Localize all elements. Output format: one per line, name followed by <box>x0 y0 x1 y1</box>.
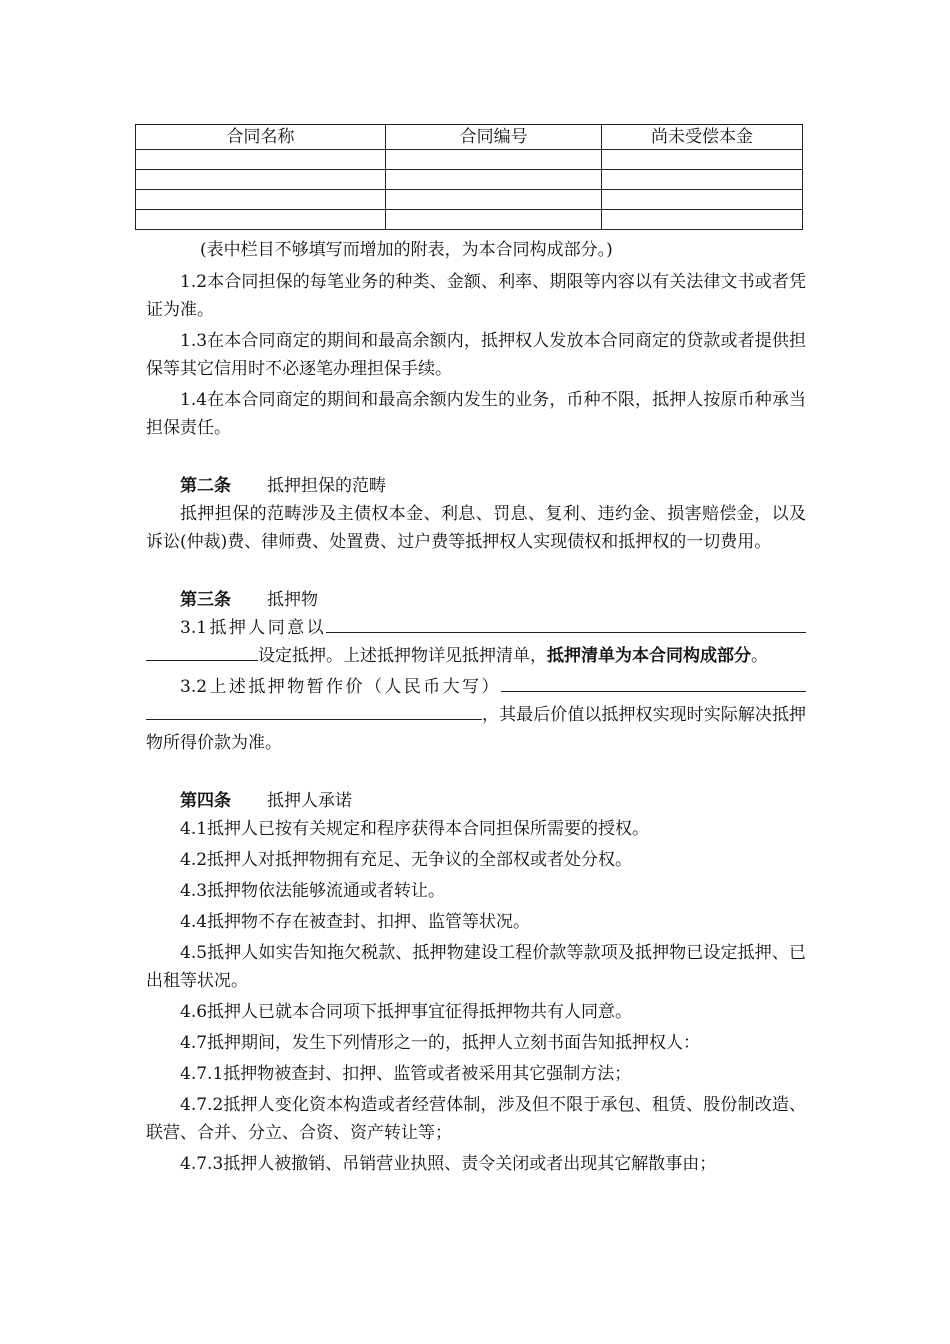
article-2-body: 抵押担保的范畴涉及主债权本金、利息、罚息、复利、违约金、损害赔偿金，以及诉讼(仲裁)费、律师费、处置费、过户费等抵押权人实现债权和抵押权的一切费用。 <box>146 504 806 552</box>
clause-4-5: 4.5抵押人如实告知拖欠税款、抵押物建设工程价款等款项及抵押物已设定抵押、已出租等状况。 <box>146 943 806 991</box>
clause-3-1 <box>146 614 806 670</box>
article-4-number: 第四条 <box>180 791 231 811</box>
article-3-number: 第三条 <box>180 590 231 610</box>
table-cell[interactable] <box>386 170 602 190</box>
clause-4-6: 4.6抵押人已就本合同项下抵押事宜征得抵押物共有人同意。 <box>180 1002 633 1022</box>
table-cell[interactable] <box>136 210 386 230</box>
table-cell[interactable] <box>136 170 386 190</box>
clause-4-1: 4.1抵押人已按有关规定和程序获得本合同担保所需要的授权。 <box>180 819 650 839</box>
header-contract-name: 合同名称 <box>136 125 386 150</box>
table-row <box>136 190 803 210</box>
clause-4-3: 4.3抵押物依法能够流通或者转让。 <box>180 881 446 901</box>
clause-4-7-3: 4.7.3抵押人被撤销、吊销营业执照、责令关闭或者出现其它解散事由； <box>180 1154 717 1174</box>
table-cell[interactable] <box>386 190 602 210</box>
clause-4-2: 4.2抵押人对抵押物拥有充足、无争议的全部权或者处分权。 <box>180 850 633 870</box>
header-contract-number: 合同编号 <box>386 125 602 150</box>
table-cell[interactable] <box>602 170 803 190</box>
clause-4-7-1: 4.7.1抵押物被查封、扣押、监管或者被采用其它强制方法； <box>180 1064 632 1084</box>
article-2-heading <box>146 472 806 500</box>
table-cell[interactable] <box>602 150 803 170</box>
table-header-row <box>136 125 803 150</box>
clause-3-1-middle: 设定抵押。上述抵押物详见抵押清单， <box>258 646 547 666</box>
table-cell[interactable] <box>602 210 803 230</box>
table-row <box>136 150 803 170</box>
clause-3-2 <box>146 673 806 757</box>
contract-table <box>135 124 803 230</box>
collateral-blank-line-cont[interactable] <box>146 642 258 661</box>
collateral-blank-line[interactable] <box>326 614 806 633</box>
clause-4-7-2: 4.7.2抵押人变化资本构造或者经营体制，涉及但不限于承包、租赁、股份制改造、联营、合并、分立、合资、资产转让等； <box>146 1095 806 1143</box>
article-4-title: 抵押人承诺 <box>267 791 352 811</box>
article-2-title: 抵押担保的范畴 <box>267 476 386 496</box>
clause-3-1-prefix: 3.1抵押人同意以 <box>180 618 326 638</box>
article-2-number: 第二条 <box>180 476 231 496</box>
table-note: (表中栏目不够填写而增加的附表，为本合同构成部分。) <box>200 240 613 260</box>
article-3-heading <box>146 586 806 614</box>
table-cell[interactable] <box>136 150 386 170</box>
valuation-blank-line[interactable] <box>501 673 806 692</box>
clause-1-3: 1.3在本合同商定的期间和最高余额内，抵押权人发放本合同商定的贷款或者提供担保等其它信用时不必逐笔办理担保手续。 <box>146 331 806 379</box>
table-row <box>136 210 803 230</box>
clause-4-4: 4.4抵押物不存在被查封、扣押、监管等状况。 <box>180 912 531 932</box>
table-cell[interactable] <box>386 150 602 170</box>
article-4-heading <box>146 787 806 815</box>
header-outstanding-principal: 尚未受偿本金 <box>602 125 803 150</box>
valuation-blank-line-cont[interactable] <box>146 701 482 720</box>
table-row <box>136 170 803 190</box>
clause-1-2: 1.2本合同担保的每笔业务的种类、金额、利率、期限等内容以有关法律文书或者凭证为准。 <box>146 272 806 320</box>
clause-3-1-end: 。 <box>751 646 768 666</box>
clause-1-4: 1.4在本合同商定的期间和最高余额内发生的业务，币种不限，抵押人按原币种承当担保责任。 <box>146 390 806 438</box>
document-body <box>146 236 806 1178</box>
table-cell[interactable] <box>602 190 803 210</box>
table-cell[interactable] <box>386 210 602 230</box>
clause-3-2-prefix: 3.2上述抵押物暂作价（人民币大写） <box>180 677 501 697</box>
clause-3-1-bold: 抵押清单为本合同构成部分 <box>547 646 751 666</box>
table-cell[interactable] <box>136 190 386 210</box>
clause-3-2-suffix: ，其最后价值以抵押权实现时实际解决抵押物所得价款为准。 <box>146 705 806 753</box>
article-3-title: 抵押物 <box>267 590 318 610</box>
clause-4-7: 4.7抵押期间，发生下列情形之一的，抵押人立刻书面告知抵押权人： <box>180 1033 701 1053</box>
